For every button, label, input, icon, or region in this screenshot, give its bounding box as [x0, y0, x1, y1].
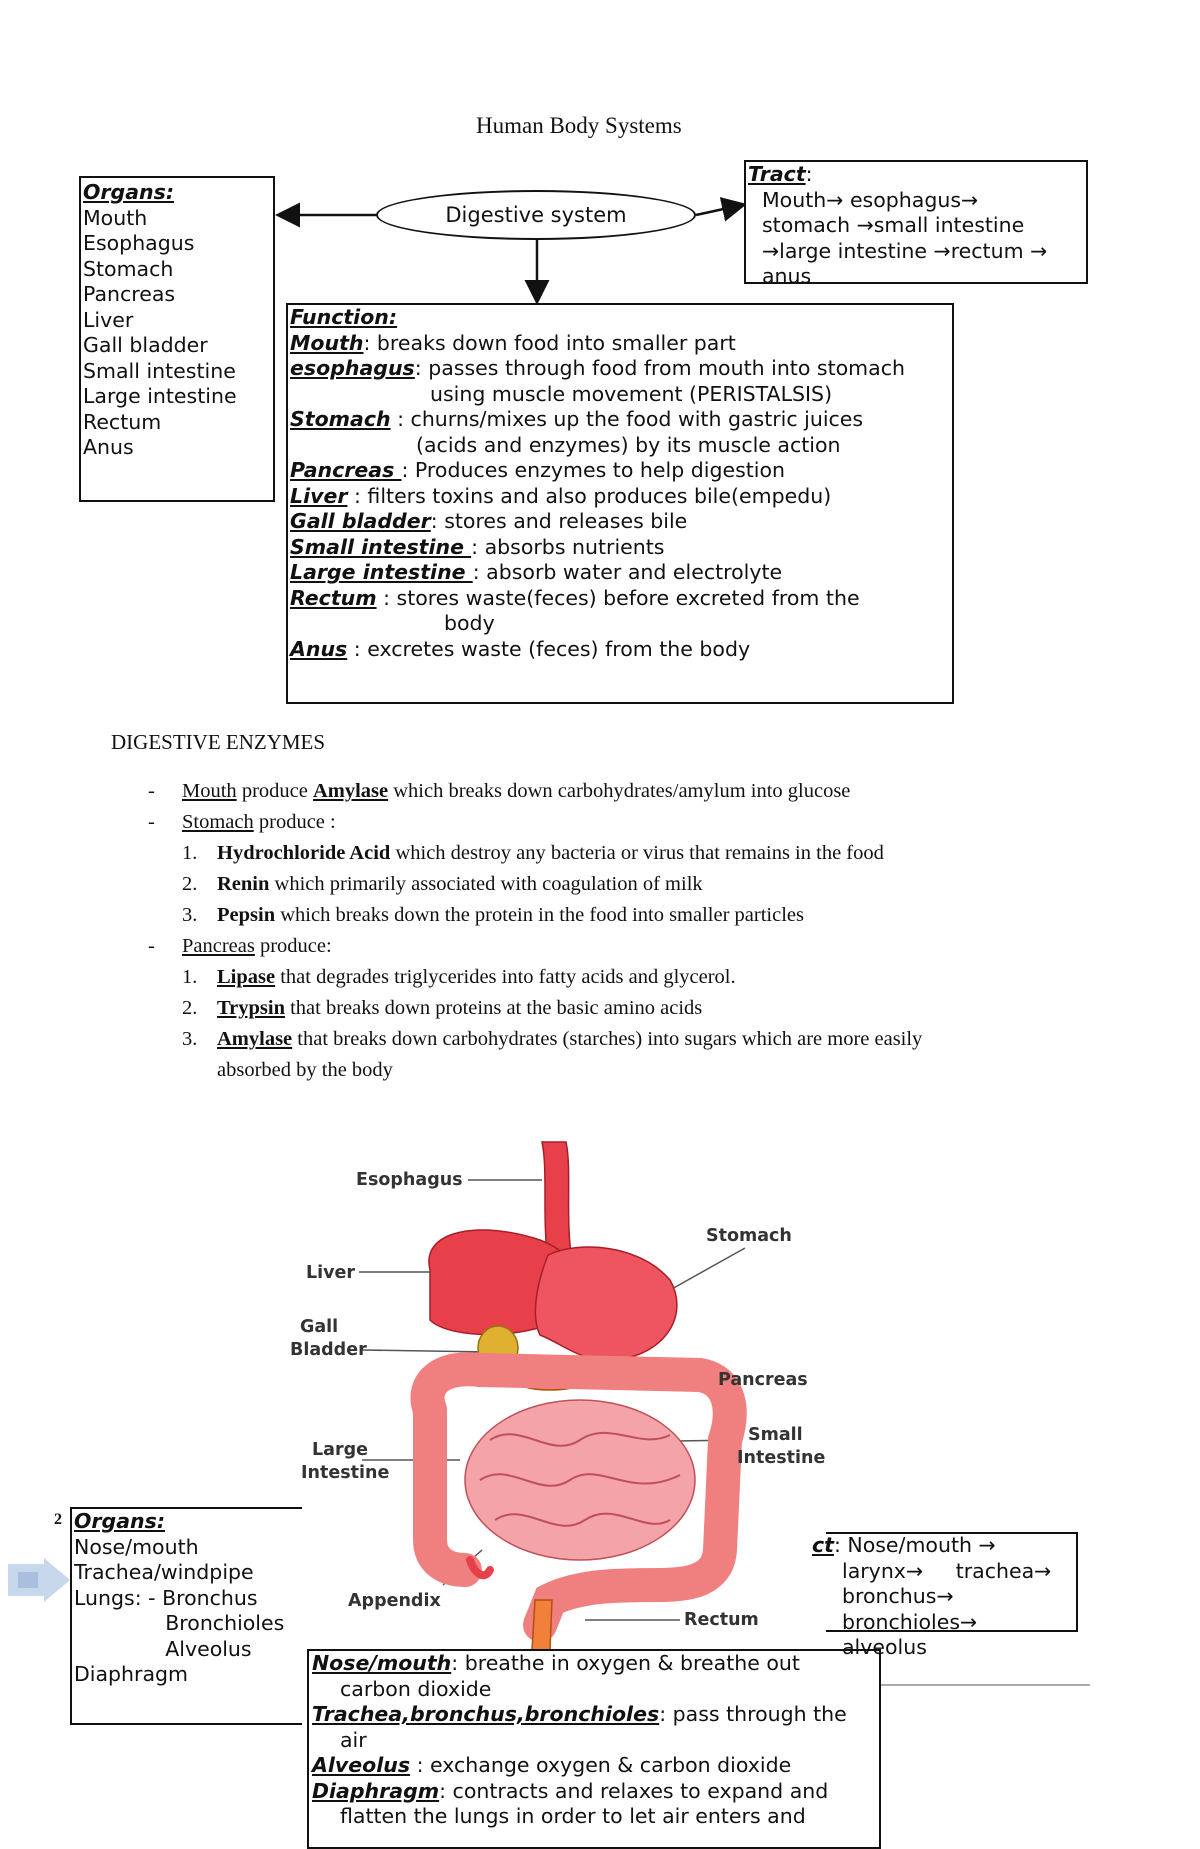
function-row-cont: (acids and enzymes) by its muscle action: [416, 432, 841, 457]
function-row: Liver : filters toxins and also produces bile(empedu): [290, 483, 832, 508]
respiratory-organs-box: [70, 1507, 302, 1725]
organ-item: Anus: [83, 435, 134, 459]
function-row: Anus : excretes waste (feces) from the body: [290, 636, 751, 661]
organ-item: Stomach: [83, 256, 174, 281]
function-row: Small intestine : absorbs nutrients: [290, 534, 665, 559]
function-row: Pancreas : Produces enzymes to help digestion: [290, 458, 786, 482]
label-appendix: Appendix: [348, 1591, 441, 1611]
enzyme-item: Renin which primarily associated with coagulation of milk: [217, 873, 703, 895]
enzyme-stomach-line: Stomach produce :: [182, 811, 336, 833]
organ-item: Gall bladder: [83, 333, 208, 357]
tract-line: Mouth→ esophagus→: [762, 187, 979, 212]
function-row: Stomach : churns/mixes up the food with gastric juices: [290, 407, 864, 431]
label-large-intestine: Intestine: [301, 1463, 390, 1483]
digestive-tract-box: Tract: Mouth→ esophagus→ stomach →small intestine →large intestine →rectum → anus: [744, 160, 1088, 284]
function-row: Alveolus : exchange oxygen & carbon dioxide: [312, 1753, 792, 1777]
enzymes-heading: DIGESTIVE ENZYMES: [111, 730, 326, 754]
label-bladder: Bladder: [290, 1340, 367, 1360]
organ-line: Lungs: - Bronchus: [74, 1585, 258, 1610]
organ-item: Pancreas: [83, 282, 176, 306]
organ-line: Nose/mouth: [74, 1534, 199, 1559]
organ-line: Trachea/windpipe: [74, 1560, 254, 1584]
function-row-cont: flatten the lungs in order to let air enters and: [340, 1804, 806, 1828]
page-number: 2: [54, 1511, 62, 1528]
organ-line: Diaphragm: [74, 1662, 189, 1686]
function-row: Gall bladder: stores and releases bile: [290, 509, 688, 533]
label-liver: Liver: [306, 1263, 356, 1283]
organ-item: Esophagus: [83, 231, 195, 255]
organ-item: Large intestine: [83, 384, 237, 408]
organs-heading: Organs:: [83, 180, 175, 204]
label-pancreas: Pancreas: [718, 1370, 808, 1390]
function-row: Rectum : stores waste(feces) before excreted from the: [290, 585, 860, 610]
digestive-system-label: Digestive system: [445, 203, 627, 227]
function-row-cont: body: [444, 611, 495, 635]
organ-item: Rectum: [83, 409, 162, 434]
enzyme-item: Lipase that degrades triglycerides into fatty acids and glycerol.: [217, 966, 736, 988]
label-stomach: Stomach: [706, 1226, 792, 1246]
footer-rule: [880, 1684, 1090, 1686]
tract-heading: Tract: [748, 162, 806, 186]
label-esophagus: Esophagus: [356, 1170, 463, 1190]
function-row: esophagus: passes through food from mouth into stomach: [290, 356, 905, 380]
enzyme-item: Amylase that breaks down carbohydrates (starches) into sugars which are more easily: [217, 1028, 923, 1050]
label-large: Large: [312, 1440, 368, 1460]
organ-item: Liver: [83, 307, 134, 332]
function-row: Trachea,bronchus,bronchioles: pass through the: [312, 1702, 847, 1726]
enzyme-pancreas-line: Pancreas produce:: [182, 935, 332, 957]
tract-line: →large intestine →rectum →: [762, 238, 1048, 263]
function-row-cont: air: [340, 1727, 367, 1752]
function-heading: Function:: [290, 305, 398, 329]
organ-line: Alveolus: [74, 1636, 252, 1661]
digestive-system-oval: [376, 190, 696, 240]
organ-line: Bronchioles: [74, 1611, 285, 1635]
label-rectum: Rectum: [684, 1610, 759, 1630]
label-small: Small: [748, 1425, 803, 1445]
function-row-cont: carbon dioxide: [340, 1676, 492, 1701]
function-row-cont: using muscle movement (PERISTALSIS): [430, 381, 833, 406]
page-arrow-icon: [8, 1558, 70, 1602]
enzyme-item: Hydrochloride Acid which destroy any bacteria or virus that remains in the food: [217, 842, 884, 864]
organ-item: Mouth: [83, 205, 148, 230]
function-row: Nose/mouth: breathe in oxygen & breathe out: [312, 1651, 800, 1675]
page-title: Human Body Systems: [476, 113, 682, 138]
enzyme-mouth-line: Mouth produce Amylase which breaks down carbohydrates/amylum into glucose: [182, 780, 851, 802]
respiratory-tract-text: ct: Nose/mouth → larynx→ trachea→ bronchus→ bronchioles→ alveolus: [812, 1533, 1052, 1659]
label-gall: Gall: [300, 1317, 339, 1337]
enzyme-item: Trypsin that breaks down proteins at the basic amino acids: [217, 997, 703, 1019]
enzyme-item-cont: absorbed by the body: [217, 1059, 393, 1081]
organ-item: Small intestine: [83, 358, 236, 383]
function-row: Large intestine : absorb water and electrolyte: [290, 560, 783, 584]
function-row: Diaphragm: contracts and relaxes to expand and: [312, 1778, 829, 1803]
digestive-organs-box: [79, 176, 275, 502]
respiratory-function-box: [307, 1649, 881, 1849]
organs-heading: Organs:: [74, 1509, 166, 1533]
label-small-intestine: Intestine: [737, 1448, 826, 1468]
tract-line: anus: [762, 264, 812, 284]
tract-line: stomach →small intestine: [762, 213, 1025, 237]
enzyme-item: Pepsin which breaks down the protein in the food into smaller particles: [217, 904, 804, 926]
digestive-function-box: [286, 303, 954, 704]
digestive-diagram: [280, 1130, 840, 1670]
function-row: Mouth: breaks down food into smaller part: [290, 330, 736, 355]
